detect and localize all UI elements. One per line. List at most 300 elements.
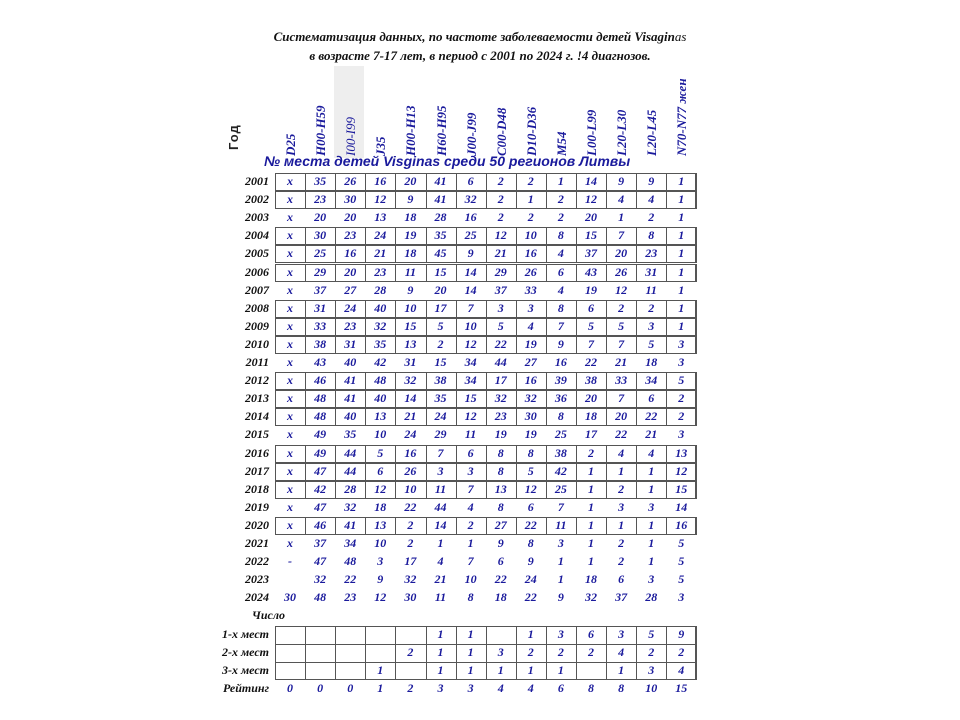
- table-cell: 1: [678, 282, 685, 297]
- table-cell: x: [287, 481, 293, 496]
- table-cell: 12: [585, 192, 597, 207]
- table-cell: 33: [615, 373, 628, 388]
- table-cell: 14: [404, 391, 417, 406]
- table-cell: 23: [314, 192, 327, 207]
- table-cell: 12: [675, 463, 688, 478]
- table-cell: x: [287, 264, 293, 279]
- table-cell: 27: [494, 517, 507, 532]
- table-cell: 15: [434, 355, 447, 369]
- table-cell: 25: [554, 427, 567, 442]
- table-cell: 42: [314, 481, 327, 496]
- table-cell: 4: [557, 282, 564, 297]
- table-cell: 17: [585, 427, 597, 442]
- table-cell: 1: [437, 626, 444, 641]
- column-divider: [696, 245, 697, 263]
- table-cell: 21: [645, 427, 658, 442]
- table-cell: 7: [467, 300, 474, 315]
- table-cell: 16: [344, 246, 357, 261]
- table-cell: 3: [527, 300, 534, 315]
- table-cell: 17: [434, 300, 447, 315]
- table-cell: 6: [588, 300, 594, 315]
- table-cell: 7: [467, 554, 474, 569]
- row-label: 2003: [245, 210, 269, 225]
- table-cell: 1: [527, 662, 534, 677]
- table-cell: 7: [618, 336, 625, 351]
- table-cell: 9: [497, 536, 504, 550]
- row-label: 2022: [245, 554, 269, 569]
- table-cell: 28: [344, 481, 357, 496]
- table-cell: 24: [404, 427, 417, 442]
- table-cell: 9: [648, 174, 655, 188]
- table-cell: 19: [524, 336, 537, 351]
- table-cell: 26: [524, 264, 537, 279]
- table-cell: 3: [678, 590, 685, 605]
- table-cell: 23: [344, 318, 357, 333]
- table-cell: 22: [494, 336, 507, 351]
- table-cell: 5: [648, 336, 655, 351]
- table-cell: 12: [374, 590, 387, 605]
- table-cell: 10: [464, 318, 477, 333]
- table-cell: 14: [434, 517, 447, 532]
- row-label: 2004: [245, 228, 269, 243]
- table-cell: 9: [678, 626, 685, 641]
- table-cell: 16: [675, 517, 688, 532]
- table-cell: 5: [527, 463, 534, 478]
- table-cell: 20: [615, 409, 628, 424]
- table-cell: 1: [648, 536, 655, 550]
- table-cell: 37: [314, 536, 327, 550]
- table-cell: 44: [494, 355, 507, 369]
- table-cell: 2: [557, 192, 564, 207]
- table-cell: 21: [434, 572, 447, 587]
- column-divider: [696, 264, 697, 282]
- table-cell: 3: [467, 680, 474, 695]
- table-cell: 16: [464, 210, 477, 225]
- table-cell: 5: [678, 554, 685, 569]
- table-cell: 23: [645, 246, 658, 261]
- table-cell: 33: [524, 282, 537, 297]
- table-cell: 14: [585, 174, 597, 188]
- table-cell: 9: [557, 336, 564, 351]
- row-label: Рейтинг: [223, 680, 269, 695]
- table-cell: 13: [494, 481, 507, 496]
- table-cell: 4: [678, 662, 685, 677]
- table-cell: 35: [434, 228, 447, 243]
- table-cell: 18: [585, 409, 597, 424]
- table-cell: 2: [618, 536, 625, 550]
- table-cell: 43: [314, 355, 327, 369]
- table-cell: 26: [404, 463, 417, 478]
- table-cell: 24: [524, 572, 537, 587]
- table-cell: 49: [314, 445, 327, 460]
- table-cell: 7: [618, 391, 625, 406]
- table-cell: 35: [434, 391, 447, 406]
- table-cell: x: [287, 336, 293, 351]
- column-divider: [696, 372, 697, 390]
- table-cell: 7: [557, 318, 564, 333]
- table-cell: 1: [648, 481, 655, 496]
- table-cell: 2: [437, 336, 444, 351]
- table-cell: 19: [585, 282, 597, 297]
- table-cell: 7: [588, 336, 594, 351]
- column-header: I00-I99: [343, 117, 359, 156]
- row-label: 2015: [245, 427, 269, 442]
- table-cell: 1: [648, 554, 655, 569]
- table-cell: 2: [407, 644, 414, 659]
- table-cell: 21: [615, 355, 628, 369]
- table-cell: 31: [314, 300, 327, 315]
- table-cell: 25: [554, 481, 567, 496]
- table-cell: 8: [527, 445, 534, 460]
- table-cell: 3: [618, 626, 625, 641]
- table-cell: 47: [314, 554, 327, 569]
- row-label: 2002: [245, 192, 269, 207]
- table-cell: 1: [557, 572, 564, 587]
- table-cell: x: [287, 373, 293, 388]
- table-cell: 26: [344, 174, 357, 188]
- column-divider: [696, 517, 697, 535]
- table-cell: x: [287, 536, 293, 550]
- table-cell: 13: [675, 445, 688, 460]
- table-cell: 29: [494, 264, 507, 279]
- table-cell: 3: [678, 355, 685, 369]
- table-cell: 10: [374, 536, 387, 550]
- table-cell: 40: [374, 300, 387, 315]
- table-cell: 1: [648, 517, 655, 532]
- table-cell: 2: [648, 644, 655, 659]
- column-divider: [696, 481, 697, 499]
- table-cell: 13: [374, 210, 387, 225]
- table-cell: 8: [557, 300, 564, 315]
- table-cell: x: [287, 300, 293, 315]
- table-cell: 4: [527, 318, 534, 333]
- table-cell: 18: [585, 572, 597, 587]
- table-cell: 18: [494, 590, 507, 605]
- column-header: J35: [373, 136, 389, 156]
- table-cell: 1: [678, 264, 685, 279]
- table-cell: 21: [374, 246, 387, 261]
- table-cell: 6: [527, 499, 534, 514]
- table-cell: 18: [645, 355, 658, 369]
- table-cell: 15: [404, 318, 417, 333]
- table-cell: 2: [527, 644, 534, 659]
- table-cell: 22: [524, 590, 537, 605]
- table-cell: 32: [494, 391, 507, 406]
- table-cell: 14: [464, 264, 477, 279]
- table-cell: 34: [464, 355, 477, 369]
- table-cell: 1: [678, 174, 685, 188]
- table-cell: 4: [437, 554, 444, 569]
- table-cell: 38: [434, 373, 447, 388]
- table-cell: 6: [557, 680, 564, 695]
- table-cell: 20: [585, 210, 597, 225]
- table-cell: x: [287, 228, 293, 243]
- row-label: 2006: [245, 264, 269, 279]
- column-header: D25: [283, 133, 298, 156]
- table-cell: 21: [404, 409, 417, 424]
- table-cell: 24: [344, 300, 357, 315]
- table-cell: 5: [437, 318, 444, 333]
- table-cell: 3: [648, 572, 655, 587]
- table-cell: 29: [434, 427, 447, 442]
- table-cell: 3: [497, 300, 504, 315]
- row-label: 2010: [245, 336, 269, 351]
- table-cell: 2: [618, 300, 625, 315]
- table-cell: 49: [314, 427, 327, 442]
- table-cell: 48: [344, 554, 357, 569]
- table-cell: 35: [314, 174, 327, 188]
- table-cell: 32: [524, 391, 537, 406]
- table-cell: 20: [615, 246, 628, 261]
- table-cell: 1: [618, 463, 625, 478]
- table-cell: 38: [554, 445, 567, 460]
- table-cell: 2: [618, 554, 625, 569]
- table-cell: 1: [678, 210, 685, 225]
- table-cell: 12: [464, 336, 477, 351]
- table-cell: 1: [557, 554, 564, 569]
- table-cell: x: [287, 427, 293, 442]
- table-cell: 20: [344, 210, 357, 225]
- table-cell: 0: [317, 680, 324, 695]
- column-divider: [696, 626, 697, 680]
- table-cell: x: [287, 318, 293, 333]
- table-cell: 1: [648, 463, 655, 478]
- table-cell: x: [287, 409, 293, 424]
- title-line-2: в возрасте 7-17 лет, в период с 2001 по 2024 г. !4 диагнозов.: [309, 48, 651, 63]
- table-cell: 38: [314, 336, 327, 351]
- table-cell: 0: [287, 680, 293, 695]
- table-cell: 42: [374, 355, 387, 369]
- table-cell: 1: [588, 536, 594, 550]
- table-cell: 22: [494, 572, 507, 587]
- table-cell: 1: [678, 228, 685, 243]
- row-label: 2023: [245, 572, 269, 587]
- table-cell: 26: [615, 264, 628, 279]
- table-cell: 17: [404, 554, 417, 569]
- column-header: H00-H13: [403, 105, 419, 156]
- column-header: L00-L99: [584, 109, 599, 156]
- column-divider: [696, 463, 697, 481]
- table-cell: 8: [618, 680, 625, 695]
- table-cell: 4: [497, 680, 504, 695]
- table-cell: 12: [524, 481, 537, 496]
- table-cell: 29: [314, 264, 327, 279]
- table-cell: 7: [557, 499, 564, 514]
- table-cell: 28: [374, 282, 387, 297]
- table-cell: 3: [437, 463, 444, 478]
- column-divider: [696, 445, 697, 463]
- table-cell: 15: [434, 264, 447, 279]
- table-cell: 6: [557, 264, 564, 279]
- table-cell: 12: [374, 481, 387, 496]
- title-line-1-tail: as: [674, 29, 687, 44]
- table-cell: 34: [344, 536, 357, 550]
- table-cell: 44: [434, 499, 447, 514]
- column-divider: [696, 390, 697, 408]
- table-cell: 11: [434, 590, 447, 605]
- table-cell: 18: [404, 210, 417, 225]
- table-cell: 3: [678, 336, 685, 351]
- table-cell: 2: [407, 680, 414, 695]
- table-cell: 33: [314, 318, 327, 333]
- table-cell: 8: [527, 536, 534, 550]
- table-cell: 42: [554, 463, 567, 478]
- table-cell: 32: [314, 572, 327, 587]
- table-cell: 15: [585, 228, 597, 243]
- table-cell: 27: [524, 355, 537, 369]
- row-label: 2020: [245, 517, 269, 532]
- table-cell: 23: [344, 228, 357, 243]
- table-cell: x: [287, 517, 293, 532]
- table-cell: 5: [588, 318, 594, 333]
- table-cell: 5: [377, 445, 384, 460]
- table-cell: 28: [645, 590, 658, 605]
- table-cell: 16: [524, 373, 537, 388]
- table-cell: 28: [434, 210, 447, 225]
- table-cell: x: [287, 192, 293, 207]
- table-cell: 2: [497, 192, 504, 207]
- table-cell: 11: [645, 282, 657, 297]
- table-cell: 1: [588, 554, 594, 569]
- table-cell: 43: [585, 264, 597, 279]
- table-cell: 27: [344, 282, 357, 297]
- table-cell: 12: [374, 192, 387, 207]
- table-cell: 36: [554, 391, 567, 406]
- table-cell: 46: [314, 517, 327, 532]
- table-cell: x: [287, 391, 293, 406]
- row-label: 2019: [245, 499, 269, 514]
- column-header: D10-D36: [523, 106, 539, 156]
- table-cell: 2: [557, 210, 564, 225]
- table-cell: 35: [344, 427, 357, 442]
- column-divider: [696, 191, 697, 209]
- table-cell: 10: [404, 481, 417, 496]
- row-label: 2005: [245, 246, 269, 261]
- table-cell: 4: [618, 192, 625, 207]
- table-cell: 13: [404, 336, 417, 351]
- table-cell: 5: [618, 318, 625, 333]
- row-label: 2013: [245, 391, 269, 406]
- table-cell: 3: [377, 554, 384, 569]
- row-label: 2014: [245, 409, 269, 424]
- column-divider: [696, 408, 697, 426]
- table-cell: 37: [615, 590, 628, 605]
- table-cell: x: [287, 282, 293, 297]
- table-cell: 47: [314, 463, 327, 478]
- table-cell: 1: [678, 300, 685, 315]
- table-cell: 13: [374, 409, 387, 424]
- table-cell: 30: [344, 192, 357, 207]
- table-cell: 9: [527, 554, 534, 569]
- table-cell: 1: [467, 536, 474, 550]
- table-cell: 3: [648, 662, 655, 677]
- table-cell: 0: [347, 680, 354, 695]
- table-cell: 1: [678, 246, 685, 261]
- table-cell: 18: [374, 499, 387, 514]
- table-cell: 48: [314, 590, 327, 605]
- table-cell: 4: [648, 192, 655, 207]
- table-cell: 4: [527, 680, 534, 695]
- table-cell: 3: [678, 427, 685, 442]
- table-cell: 38: [585, 373, 597, 388]
- table-cell: 14: [464, 282, 477, 297]
- table-cell: 2: [678, 391, 685, 406]
- table-cell: 1: [557, 662, 564, 677]
- column-divider: [305, 626, 306, 680]
- table-cell: 30: [314, 228, 327, 243]
- column-divider: [696, 318, 697, 336]
- table-cell: 41: [434, 174, 447, 188]
- table-cell: 2: [467, 517, 474, 532]
- table-cell: 3: [467, 463, 474, 478]
- column-header: L20-L45: [644, 109, 660, 156]
- table-cell: 6: [467, 445, 474, 460]
- table-cell: 8: [588, 680, 594, 695]
- table-cell: 31: [404, 355, 417, 369]
- table-cell: 1: [618, 210, 625, 225]
- table-cell: 37: [314, 282, 327, 297]
- row-label: 2024: [245, 590, 269, 605]
- table-cell: 8: [497, 445, 504, 460]
- table-cell: 32: [585, 590, 597, 605]
- table-cell: 19: [494, 427, 507, 442]
- column-header: M54: [553, 131, 569, 156]
- table-cell: 40: [374, 391, 387, 406]
- table-cell: 5: [497, 318, 504, 333]
- table-cell: 22: [404, 499, 417, 514]
- table-cell: 37: [494, 282, 507, 297]
- table-cell: 44: [344, 463, 357, 478]
- table-cell: 22: [585, 355, 597, 369]
- table-cell: 2: [497, 210, 504, 225]
- table-cell: 8: [497, 463, 504, 478]
- table-cell: 31: [344, 336, 357, 351]
- table-cell: 5: [648, 626, 655, 641]
- table-cell: 1: [678, 192, 685, 207]
- table-cell: 11: [404, 264, 417, 279]
- row-label: 2007: [245, 282, 269, 297]
- table-cell: 23: [374, 264, 387, 279]
- year-header: Год: [226, 124, 241, 150]
- table-cell: 20: [404, 174, 417, 188]
- table-cell: 2: [407, 517, 414, 532]
- table-cell: 2: [588, 445, 594, 460]
- table-cell: 34: [464, 373, 477, 388]
- table-cell: 2: [588, 644, 594, 659]
- table-cell: 25: [314, 246, 327, 261]
- table-cell: 30: [524, 409, 537, 424]
- table-cell: 3: [437, 680, 444, 695]
- row-label: 1-х мест: [221, 626, 269, 641]
- table-cell: x: [287, 355, 293, 369]
- column-divider: [696, 300, 697, 318]
- table-cell: 30: [404, 590, 417, 605]
- table-cell: 8: [648, 228, 655, 243]
- table-cell: x: [287, 445, 293, 460]
- table-cell: 6: [648, 391, 655, 406]
- table-cell: 19: [524, 427, 537, 442]
- table-cell: 10: [374, 427, 387, 442]
- table-cell: 1: [618, 517, 625, 532]
- table-cell: 48: [374, 373, 387, 388]
- table-cell: 11: [464, 427, 477, 442]
- row-label: 2008: [245, 300, 269, 315]
- table-cell: 18: [404, 246, 417, 261]
- table-cell: 6: [497, 554, 504, 569]
- table-cell: x: [287, 246, 293, 261]
- table-cell: 8: [497, 499, 504, 514]
- column-header: L20-L30: [614, 109, 630, 156]
